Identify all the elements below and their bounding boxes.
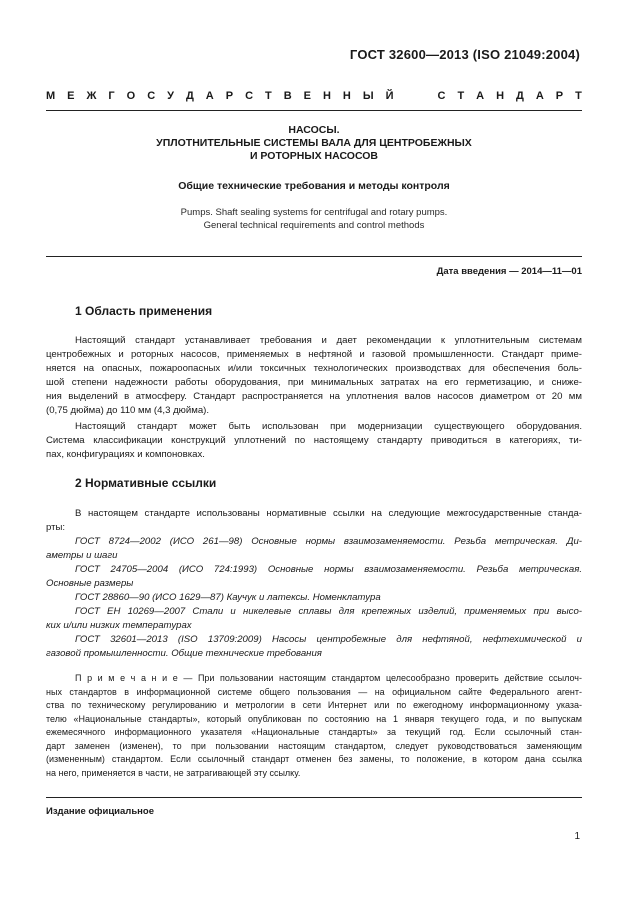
banner-word-gap	[406, 90, 426, 102]
text-line: В настоящем стандарте использованы нормативные ссылки на следующие межгосударственные станда-	[75, 508, 582, 519]
title-ru-line: НАСОСЫ.	[288, 124, 340, 136]
reference-line: ГОСТ 8724—2002 (ИСО 261—98) Основные нормы взаимозаменяемости. Резьба метрическая. Ди-	[75, 536, 582, 547]
banner-letter: А	[476, 90, 485, 102]
reference-line: Основные размеры	[46, 578, 134, 589]
banner-letter: Д	[516, 90, 524, 102]
title-en-line: General technical requirements and control methods	[203, 219, 425, 231]
top-rule	[46, 110, 582, 111]
banner-letter: Г	[108, 90, 115, 102]
banner-letter: А	[535, 90, 544, 102]
text-line: ния выделений в атмосферу. Стандарт распространяется на уплотнения валов насосов диаметром от 20 мм	[46, 391, 582, 402]
section-1-paragraph-1	[46, 334, 582, 418]
text-line: Настоящий стандарт может быть использован при модернизации существующего оборудования.	[75, 421, 582, 432]
normative-references-list	[46, 535, 582, 661]
banner-letter: Т	[575, 90, 582, 102]
title-ru-line: УПЛОТНИТЕЛЬНЫЕ СИСТЕМЫ ВАЛА ДЛЯ ЦЕНТРОБЕЖНЫХ	[156, 137, 472, 149]
note-line: на него, применяется в части, не затрагивающей эту ссылку.	[46, 767, 301, 778]
reference-line: ких и/или низких температурах	[46, 620, 192, 631]
title-en	[46, 207, 582, 232]
footer-rule	[46, 797, 582, 798]
banner-letter: Е	[303, 90, 311, 102]
text-line: шой степени надежности работы оборудования, при минимальных затратах на его герметизацию, и сниже-	[46, 377, 582, 388]
reference-line: ГОСТ ЕН 10269—2007 Стали и никелевые сплавы для крепежных изделий, применяемых при высо-	[75, 606, 582, 617]
reference-line: газовой промышленности. Общие технические требования	[46, 648, 322, 659]
banner-letter: А	[205, 90, 214, 102]
subtitle-ru: Общие технические требования и методы контроля	[178, 180, 450, 192]
text-line: центробежных и роторных насосов, применяемых в нефтяной и газовой промышленности. Стандарт приме-	[46, 349, 582, 360]
banner-letter: В	[283, 90, 292, 102]
title-ru-line: И РОТОРНЫХ НАСОСОВ	[249, 150, 379, 162]
banner-letter: Ж	[86, 90, 97, 102]
banner-letter: Н	[322, 90, 331, 102]
section-2-intro	[46, 507, 582, 535]
official-edition-label: Издание официальное	[46, 806, 154, 817]
section-1-paragraph-2	[46, 420, 582, 462]
banner-letter: У	[167, 90, 174, 102]
banner-letter: Р	[555, 90, 564, 102]
section-2-heading: 2 Нормативные ссылки	[75, 476, 217, 490]
banner-letter: Т	[457, 90, 465, 102]
text-line: няется на опасных, пожароопасных и/или токсичных технологических производствах для обеспечения боль-	[46, 363, 582, 374]
title-rule	[46, 256, 582, 257]
title-ru	[46, 124, 582, 163]
reference-line: ГОСТ 32601—2013 (ISO 13709:2009) Насосы центробежные для нефтяной, нефтехимической и	[75, 634, 582, 645]
reference-line: ГОСТ 28860—90 (ИСО 1629—87) Каучук и латексы. Номенклатура	[75, 592, 381, 603]
interstate-standard-banner	[46, 90, 582, 102]
banner-letter: Н	[342, 90, 351, 102]
note-line: телю «Национальные стандарты», который опубликован по состоянию на 1 января текущего года, и по выпускам	[46, 713, 582, 724]
section-1-heading: 1 Область применения	[75, 304, 213, 318]
title-en-line: Pumps. Shaft sealing systems for centrifugal and rotary pumps.	[180, 207, 448, 218]
note-line: П р и м е ч а н и е — При пользовании настоящим стандартом целесообразно проверить действие ссылоч-	[75, 673, 582, 683]
banner-letter: О	[126, 90, 136, 102]
introduction-date: Дата введения — 2014—11—01	[436, 266, 582, 277]
banner-letter: С	[437, 90, 446, 102]
banner-letter: Н	[496, 90, 505, 102]
banner-letter: Д	[185, 90, 194, 102]
banner-letter: Е	[67, 90, 75, 102]
reference-line: аметры и шаги	[46, 550, 118, 561]
standard-number: ГОСТ 32600—2013 (ISO 21049:2004)	[349, 47, 580, 62]
note-line: (измененным) стандартом. Если ссылочный стандарт отменен без замены, то положение, в котором дана ссылка	[46, 754, 582, 764]
note-line: ежемесячного информационного указателя «Национальные стандарты» за текущий год. Если ссылочный стан-	[46, 727, 582, 737]
note-block	[46, 672, 582, 780]
text-line: (0,75 дюйма) до 110 мм (4,3 дюйма).	[46, 405, 210, 416]
banner-letter: Й	[385, 90, 394, 102]
banner-letter: С	[245, 90, 254, 102]
page-number: 1	[574, 831, 580, 842]
banner-letter: М	[46, 90, 56, 102]
text-line: Система классификации конструкций уплотнений по настоящему стандарту приводиться в категориях, ти-	[46, 435, 582, 446]
note-line: ных стандартов в информационной системе общего пользования — на официальном сайте Федерального агент-	[46, 686, 582, 697]
text-line: пах, конфигурациях и компоновках.	[46, 449, 205, 460]
text-line: рты:	[46, 522, 66, 533]
note-line: дарт заменен (изменен), то при пользовании настоящим стандартом, следует руководствоваться заменяющим	[46, 740, 582, 751]
text-line: Настоящий стандарт устанавливает требования и дает рекомендации к уплотнительным системам	[75, 335, 582, 346]
reference-line: ГОСТ 24705—2004 (ИСО 724:1993) Основные нормы взаимозаменяемости. Резьба метрическая.	[75, 564, 582, 575]
banner-letter: Р	[225, 90, 234, 102]
banner-letter: Т	[265, 90, 272, 102]
banner-letter: С	[147, 90, 156, 102]
note-line: ства по техническому регулированию и метрологии в сети Интернет или по ежегодному информационному указа-	[46, 700, 582, 710]
banner-letter: Ы	[362, 90, 374, 102]
